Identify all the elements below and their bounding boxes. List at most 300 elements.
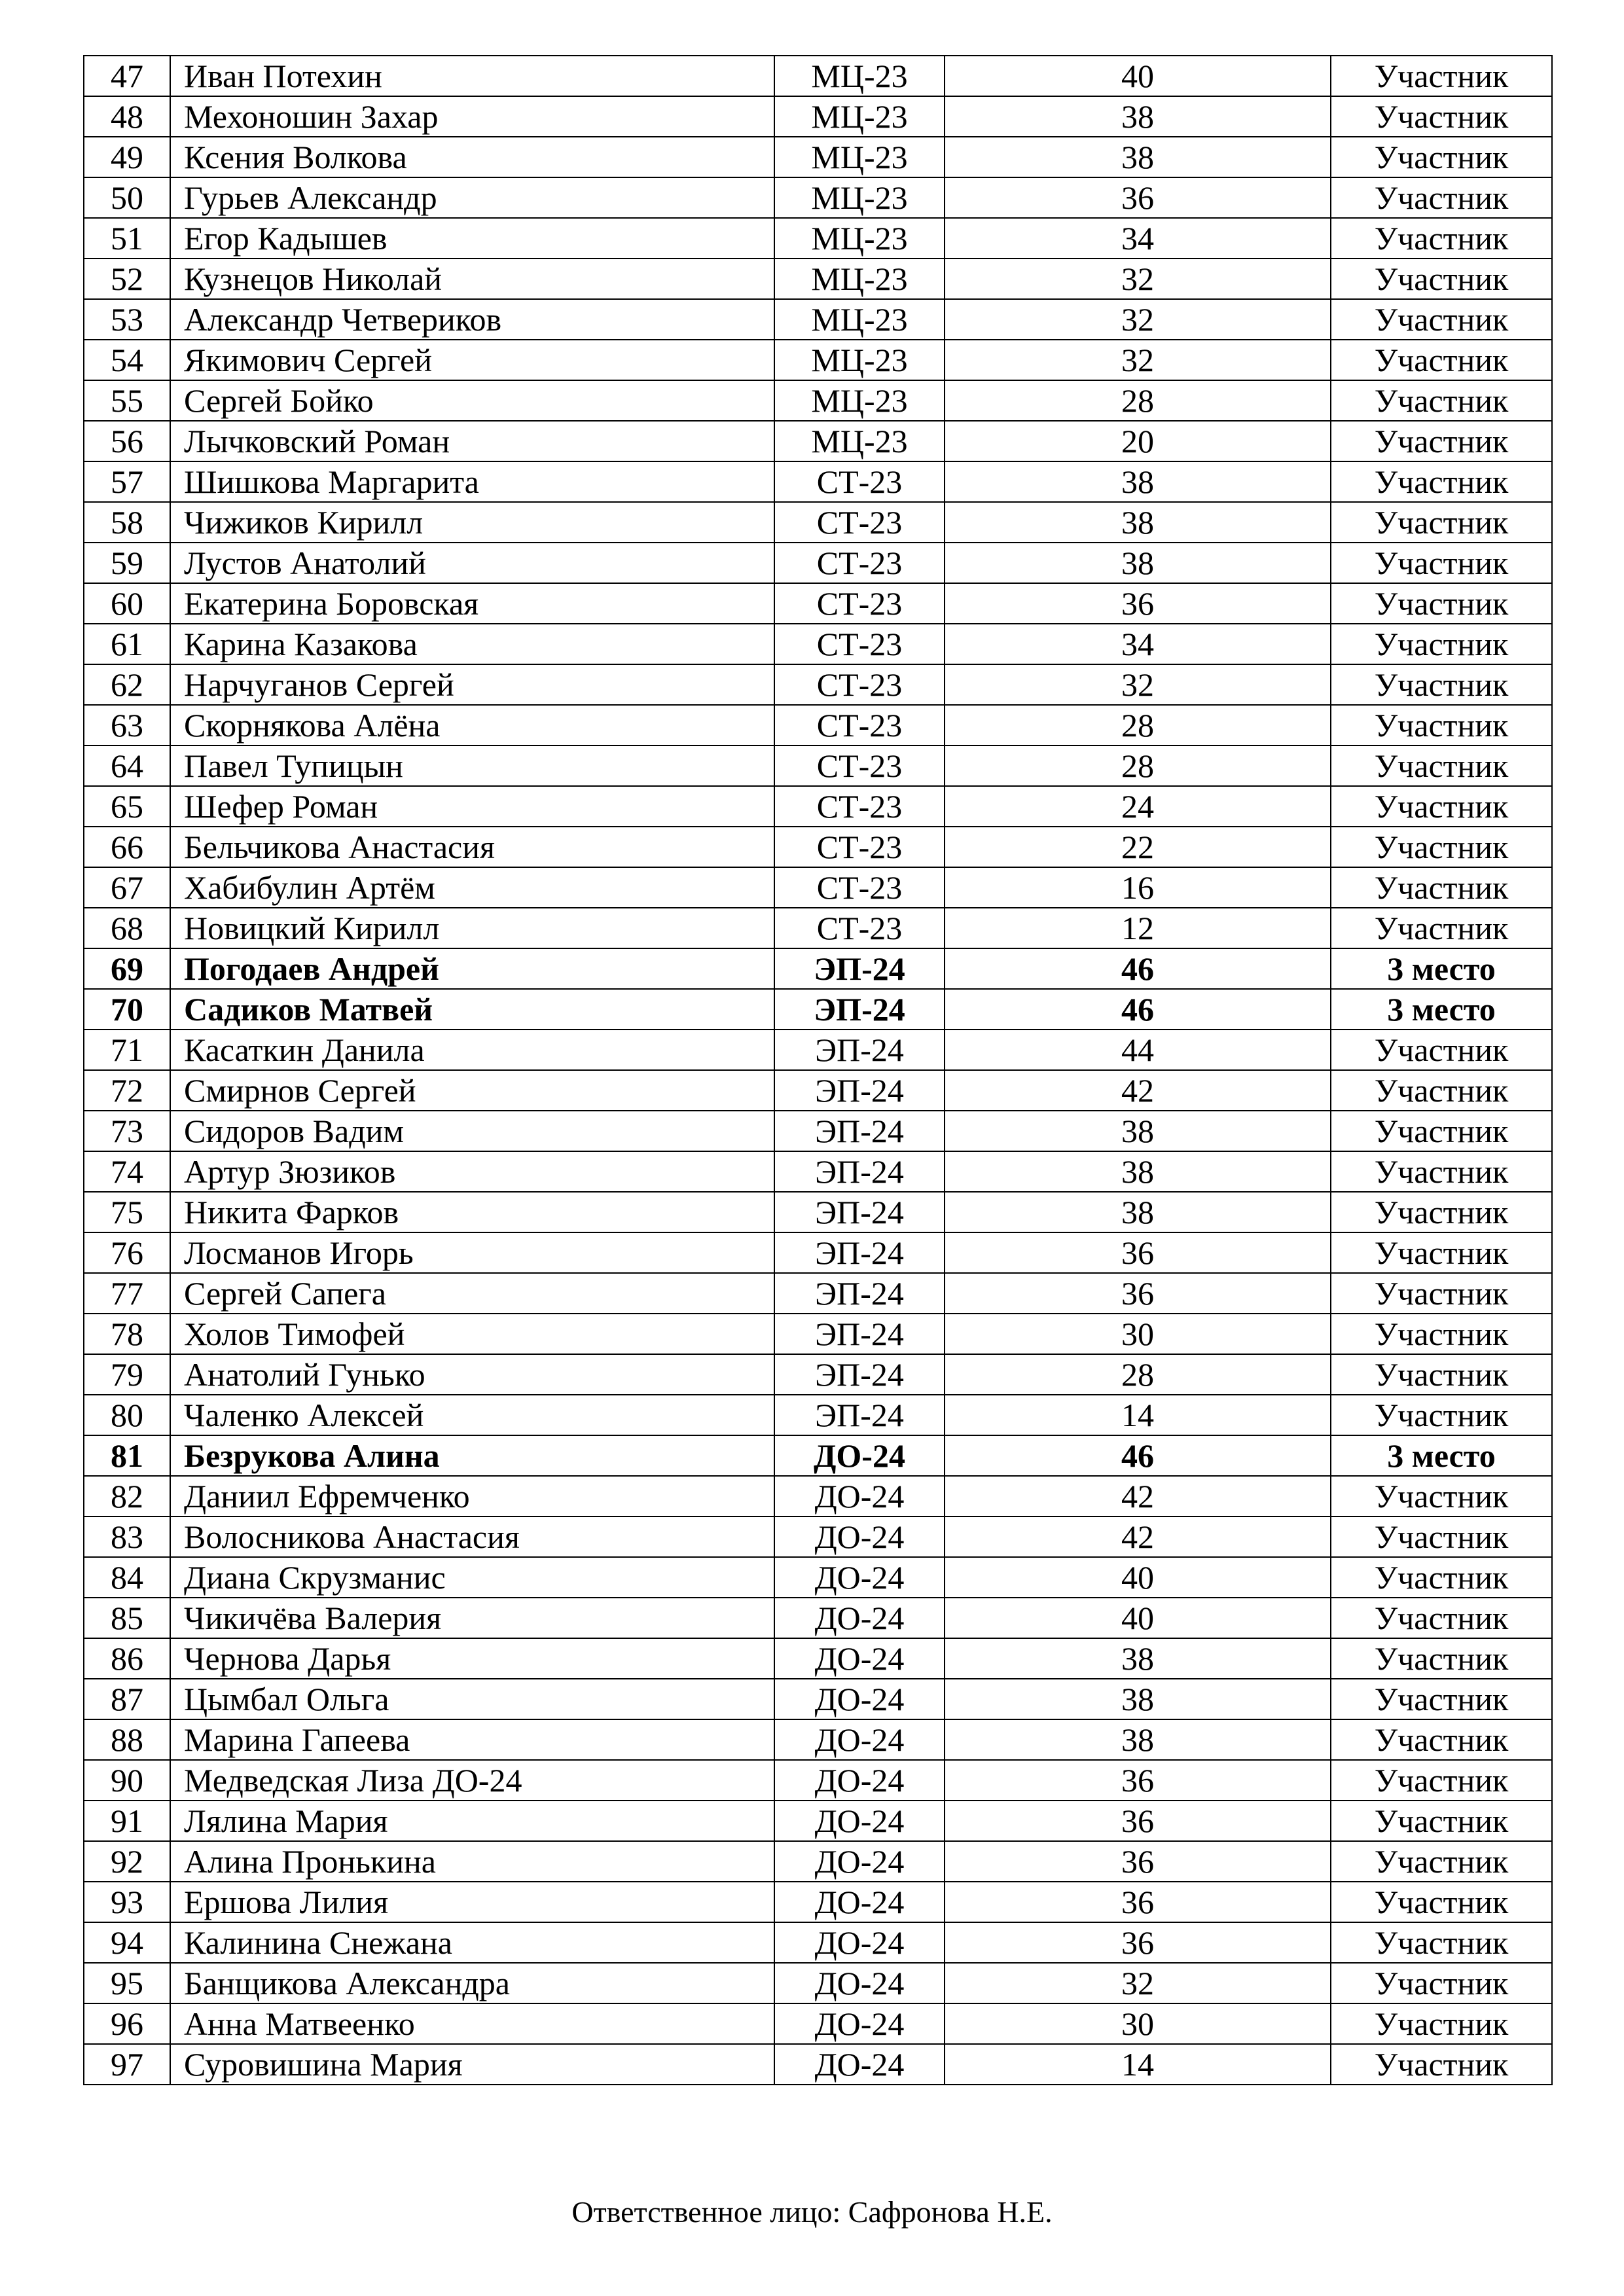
participant-name-cell: Лустов Анатолий: [170, 543, 774, 583]
score-cell: 46: [945, 989, 1331, 1030]
result-status-cell: 3 место: [1331, 948, 1552, 989]
row-number-cell: 85: [84, 1598, 170, 1638]
row-number-cell: 75: [84, 1192, 170, 1232]
table-row: [84, 1030, 1552, 1070]
result-status-cell: Участник: [1331, 1963, 1552, 2003]
row-number-cell: 74: [84, 1151, 170, 1192]
result-status-cell: Участник: [1331, 827, 1552, 867]
table-row: [84, 1557, 1552, 1598]
participant-name-cell: Медведская Лиза ДО-24: [170, 1760, 774, 1801]
row-number-cell: 86: [84, 1638, 170, 1679]
row-number-cell: 78: [84, 1314, 170, 1354]
score-cell: 38: [945, 1192, 1331, 1232]
result-status-cell: Участник: [1331, 543, 1552, 583]
score-cell: 42: [945, 1070, 1331, 1111]
row-number-cell: 90: [84, 1760, 170, 1801]
table-row: [84, 948, 1552, 989]
row-number-cell: 95: [84, 1963, 170, 2003]
table-row: [84, 1435, 1552, 1476]
score-cell: 28: [945, 745, 1331, 786]
score-cell: 38: [945, 137, 1331, 177]
result-status-cell: Участник: [1331, 1354, 1552, 1395]
table-row: [84, 1679, 1552, 1719]
table-row: [84, 1232, 1552, 1273]
result-status-cell: Участник: [1331, 1273, 1552, 1314]
responsible-person-note: Ответственное лицо: Сафронова Н.Е.: [571, 2195, 1053, 2229]
row-number-cell: 83: [84, 1516, 170, 1557]
row-number-cell: 93: [84, 1882, 170, 1922]
result-status-cell: Участник: [1331, 1841, 1552, 1882]
group-cell: ДО-24: [774, 1882, 945, 1922]
result-status-cell: Участник: [1331, 1922, 1552, 1963]
participant-name-cell: Цымбал Ольга: [170, 1679, 774, 1719]
participant-name-cell: Чернова Дарья: [170, 1638, 774, 1679]
participant-name-cell: Чаленко Алексей: [170, 1395, 774, 1435]
score-cell: 38: [945, 502, 1331, 543]
result-status-cell: Участник: [1331, 380, 1552, 421]
score-cell: 16: [945, 867, 1331, 908]
result-status-cell: Участник: [1331, 2003, 1552, 2044]
row-number-cell: 56: [84, 421, 170, 461]
score-cell: 36: [945, 1882, 1331, 1922]
table-row: [84, 259, 1552, 299]
participant-name-cell: Шишкова Маргарита: [170, 461, 774, 502]
table-row: [84, 177, 1552, 218]
result-status-cell: Участник: [1331, 1638, 1552, 1679]
score-cell: 38: [945, 96, 1331, 137]
score-cell: 44: [945, 1030, 1331, 1070]
result-status-cell: Участник: [1331, 1192, 1552, 1232]
result-status-cell: Участник: [1331, 1232, 1552, 1273]
result-status-cell: Участник: [1331, 1557, 1552, 1598]
row-number-cell: 92: [84, 1841, 170, 1882]
row-number-cell: 48: [84, 96, 170, 137]
group-cell: ЭП-24: [774, 1232, 945, 1273]
table-row: [84, 1922, 1552, 1963]
table-row: [84, 664, 1552, 705]
participant-name-cell: Чижиков Кирилл: [170, 502, 774, 543]
score-cell: 20: [945, 421, 1331, 461]
score-cell: 32: [945, 259, 1331, 299]
table-row: [84, 1476, 1552, 1516]
row-number-cell: 82: [84, 1476, 170, 1516]
row-number-cell: 76: [84, 1232, 170, 1273]
participant-name-cell: Иван Потехин: [170, 56, 774, 96]
row-number-cell: 51: [84, 218, 170, 259]
group-cell: МЦ-23: [774, 56, 945, 96]
table-row: [84, 461, 1552, 502]
table-row: [84, 299, 1552, 340]
group-cell: ДО-24: [774, 1963, 945, 2003]
table-row: [84, 137, 1552, 177]
group-cell: МЦ-23: [774, 218, 945, 259]
participant-name-cell: Диана Скрузманис: [170, 1557, 774, 1598]
table-row: [84, 1070, 1552, 1111]
table-row: [84, 380, 1552, 421]
score-cell: 30: [945, 2003, 1331, 2044]
result-status-cell: 3 место: [1331, 1435, 1552, 1476]
participant-name-cell: Новицкий Кирилл: [170, 908, 774, 948]
group-cell: ДО-24: [774, 1760, 945, 1801]
participant-name-cell: Погодаев Андрей: [170, 948, 774, 989]
participant-name-cell: Даниил Ефремченко: [170, 1476, 774, 1516]
group-cell: ЭП-24: [774, 1070, 945, 1111]
result-status-cell: Участник: [1331, 218, 1552, 259]
participant-name-cell: Павел Тупицын: [170, 745, 774, 786]
score-cell: 12: [945, 908, 1331, 948]
score-cell: 22: [945, 827, 1331, 867]
group-cell: СТ-23: [774, 624, 945, 664]
result-status-cell: Участник: [1331, 908, 1552, 948]
score-cell: 30: [945, 1314, 1331, 1354]
group-cell: СТ-23: [774, 705, 945, 745]
participant-name-cell: Суровишина Мария: [170, 2044, 774, 2085]
row-number-cell: 49: [84, 137, 170, 177]
group-cell: ДО-24: [774, 1679, 945, 1719]
score-cell: 40: [945, 1557, 1331, 1598]
group-cell: ДО-24: [774, 2003, 945, 2044]
row-number-cell: 69: [84, 948, 170, 989]
row-number-cell: 57: [84, 461, 170, 502]
table-row: [84, 867, 1552, 908]
participant-name-cell: Екатерина Боровская: [170, 583, 774, 624]
result-status-cell: Участник: [1331, 786, 1552, 827]
score-cell: 42: [945, 1516, 1331, 1557]
score-cell: 40: [945, 56, 1331, 96]
score-cell: 46: [945, 1435, 1331, 1476]
row-number-cell: 53: [84, 299, 170, 340]
table-row: [84, 2003, 1552, 2044]
result-status-cell: Участник: [1331, 1111, 1552, 1151]
participant-name-cell: Артур Зюзиков: [170, 1151, 774, 1192]
score-cell: 36: [945, 1922, 1331, 1963]
result-status-cell: Участник: [1331, 867, 1552, 908]
row-number-cell: 50: [84, 177, 170, 218]
result-status-cell: Участник: [1331, 1395, 1552, 1435]
result-status-cell: Участник: [1331, 1151, 1552, 1192]
score-cell: 34: [945, 624, 1331, 664]
group-cell: ДО-24: [774, 1638, 945, 1679]
row-number-cell: 70: [84, 989, 170, 1030]
participant-name-cell: Шефер Роман: [170, 786, 774, 827]
table-row: [84, 908, 1552, 948]
table-row: [84, 1963, 1552, 2003]
result-status-cell: Участник: [1331, 299, 1552, 340]
table-row: [84, 1354, 1552, 1395]
group-cell: МЦ-23: [774, 421, 945, 461]
row-number-cell: 64: [84, 745, 170, 786]
group-cell: ЭП-24: [774, 1354, 945, 1395]
group-cell: СТ-23: [774, 827, 945, 867]
score-cell: 14: [945, 2044, 1331, 2085]
group-cell: ЭП-24: [774, 1192, 945, 1232]
score-cell: 38: [945, 1638, 1331, 1679]
score-cell: 14: [945, 1395, 1331, 1435]
participant-name-cell: Никита Фарков: [170, 1192, 774, 1232]
participant-name-cell: Смирнов Сергей: [170, 1070, 774, 1111]
score-cell: 28: [945, 1354, 1331, 1395]
row-number-cell: 47: [84, 56, 170, 96]
participant-name-cell: Ершова Лилия: [170, 1882, 774, 1922]
table-row: [84, 1395, 1552, 1435]
group-cell: МЦ-23: [774, 340, 945, 380]
table-row: [84, 1719, 1552, 1760]
score-cell: 38: [945, 1151, 1331, 1192]
row-number-cell: 81: [84, 1435, 170, 1476]
score-cell: 36: [945, 1273, 1331, 1314]
result-status-cell: Участник: [1331, 137, 1552, 177]
participant-name-cell: Бельчикова Анастасия: [170, 827, 774, 867]
participant-name-cell: Лялина Мария: [170, 1801, 774, 1841]
table-row: [84, 1314, 1552, 1354]
participant-name-cell: Лычковский Роман: [170, 421, 774, 461]
group-cell: ЭП-24: [774, 989, 945, 1030]
table-row: [84, 1516, 1552, 1557]
result-status-cell: Участник: [1331, 1679, 1552, 1719]
group-cell: СТ-23: [774, 908, 945, 948]
result-status-cell: Участник: [1331, 624, 1552, 664]
row-number-cell: 58: [84, 502, 170, 543]
result-status-cell: Участник: [1331, 340, 1552, 380]
participant-name-cell: Сергей Бойко: [170, 380, 774, 421]
table-row: [84, 745, 1552, 786]
participant-name-cell: Безрукова Алина: [170, 1435, 774, 1476]
group-cell: ЭП-24: [774, 948, 945, 989]
result-status-cell: Участник: [1331, 705, 1552, 745]
group-cell: ДО-24: [774, 1557, 945, 1598]
participant-name-cell: Калинина Снежана: [170, 1922, 774, 1963]
result-status-cell: Участник: [1331, 1719, 1552, 1760]
table-row: [84, 1638, 1552, 1679]
score-cell: 42: [945, 1476, 1331, 1516]
table-row: [84, 2044, 1552, 2085]
group-cell: ДО-24: [774, 1841, 945, 1882]
group-cell: ЭП-24: [774, 1273, 945, 1314]
group-cell: МЦ-23: [774, 380, 945, 421]
row-number-cell: 88: [84, 1719, 170, 1760]
score-cell: 36: [945, 1760, 1331, 1801]
score-cell: 24: [945, 786, 1331, 827]
score-cell: 36: [945, 583, 1331, 624]
row-number-cell: 66: [84, 827, 170, 867]
group-cell: ДО-24: [774, 1598, 945, 1638]
result-status-cell: Участник: [1331, 745, 1552, 786]
table-row: [84, 1192, 1552, 1232]
group-cell: ДО-24: [774, 1922, 945, 1963]
result-status-cell: Участник: [1331, 1476, 1552, 1516]
group-cell: МЦ-23: [774, 177, 945, 218]
table-row: [84, 421, 1552, 461]
result-status-cell: Участник: [1331, 1801, 1552, 1841]
row-number-cell: 77: [84, 1273, 170, 1314]
table-row: [84, 1273, 1552, 1314]
results-table: [83, 55, 1553, 2085]
row-number-cell: 54: [84, 340, 170, 380]
score-cell: 36: [945, 1841, 1331, 1882]
group-cell: ДО-24: [774, 1719, 945, 1760]
group-cell: ЭП-24: [774, 1314, 945, 1354]
row-number-cell: 94: [84, 1922, 170, 1963]
row-number-cell: 63: [84, 705, 170, 745]
score-cell: 32: [945, 664, 1331, 705]
score-cell: 32: [945, 299, 1331, 340]
row-number-cell: 67: [84, 867, 170, 908]
table-row: [84, 218, 1552, 259]
group-cell: СТ-23: [774, 583, 945, 624]
score-cell: 36: [945, 177, 1331, 218]
score-cell: 38: [945, 543, 1331, 583]
group-cell: ДО-24: [774, 2044, 945, 2085]
participant-name-cell: Алина Пронькина: [170, 1841, 774, 1882]
row-number-cell: 52: [84, 259, 170, 299]
group-cell: ЭП-24: [774, 1111, 945, 1151]
participant-name-cell: Сидоров Вадим: [170, 1111, 774, 1151]
participant-name-cell: Гурьев Александр: [170, 177, 774, 218]
score-cell: 38: [945, 1679, 1331, 1719]
result-status-cell: Участник: [1331, 1598, 1552, 1638]
participant-name-cell: Якимович Сергей: [170, 340, 774, 380]
table-row: [84, 340, 1552, 380]
group-cell: СТ-23: [774, 502, 945, 543]
result-status-cell: Участник: [1331, 1314, 1552, 1354]
table-row: [84, 1801, 1552, 1841]
participant-name-cell: Мехоношин Захар: [170, 96, 774, 137]
score-cell: 40: [945, 1598, 1331, 1638]
result-status-cell: Участник: [1331, 1516, 1552, 1557]
group-cell: ДО-24: [774, 1435, 945, 1476]
participant-name-cell: Анна Матвеенко: [170, 2003, 774, 2044]
score-cell: 28: [945, 705, 1331, 745]
result-status-cell: Участник: [1331, 56, 1552, 96]
score-cell: 36: [945, 1232, 1331, 1273]
row-number-cell: 72: [84, 1070, 170, 1111]
result-status-cell: Участник: [1331, 1882, 1552, 1922]
score-cell: 46: [945, 948, 1331, 989]
score-cell: 36: [945, 1801, 1331, 1841]
participant-name-cell: Скорнякова Алёна: [170, 705, 774, 745]
table-row: [84, 1882, 1552, 1922]
group-cell: СТ-23: [774, 867, 945, 908]
participant-name-cell: Кузнецов Николай: [170, 259, 774, 299]
table-row: [84, 1760, 1552, 1801]
result-status-cell: Участник: [1331, 1030, 1552, 1070]
table-row: [84, 96, 1552, 137]
participant-name-cell: Сергей Сапега: [170, 1273, 774, 1314]
result-status-cell: Участник: [1331, 664, 1552, 705]
row-number-cell: 65: [84, 786, 170, 827]
group-cell: ДО-24: [774, 1516, 945, 1557]
participant-name-cell: Александр Четвериков: [170, 299, 774, 340]
participant-name-cell: Егор Кадышев: [170, 218, 774, 259]
table-row: [84, 56, 1552, 96]
results-table-body: [84, 56, 1552, 2085]
row-number-cell: 96: [84, 2003, 170, 2044]
participant-name-cell: Анатолий Гунько: [170, 1354, 774, 1395]
result-status-cell: Участник: [1331, 461, 1552, 502]
group-cell: СТ-23: [774, 461, 945, 502]
participant-name-cell: Волосникова Анастасия: [170, 1516, 774, 1557]
result-status-cell: Участник: [1331, 2044, 1552, 2085]
table-row: [84, 583, 1552, 624]
participant-name-cell: Холов Тимофей: [170, 1314, 774, 1354]
group-cell: МЦ-23: [774, 96, 945, 137]
table-row: [84, 705, 1552, 745]
score-cell: 32: [945, 1963, 1331, 2003]
result-status-cell: 3 место: [1331, 989, 1552, 1030]
group-cell: ЭП-24: [774, 1030, 945, 1070]
participant-name-cell: Ксения Волкова: [170, 137, 774, 177]
participant-name-cell: Хабибулин Артём: [170, 867, 774, 908]
score-cell: 38: [945, 1111, 1331, 1151]
group-cell: ДО-24: [774, 1476, 945, 1516]
score-cell: 28: [945, 380, 1331, 421]
participant-name-cell: Лосманов Игорь: [170, 1232, 774, 1273]
participant-name-cell: Чикичёва Валерия: [170, 1598, 774, 1638]
row-number-cell: 73: [84, 1111, 170, 1151]
row-number-cell: 87: [84, 1679, 170, 1719]
row-number-cell: 91: [84, 1801, 170, 1841]
table-row: [84, 1151, 1552, 1192]
result-status-cell: Участник: [1331, 421, 1552, 461]
table-row: [84, 1841, 1552, 1882]
group-cell: МЦ-23: [774, 259, 945, 299]
group-cell: МЦ-23: [774, 137, 945, 177]
result-status-cell: Участник: [1331, 96, 1552, 137]
group-cell: ДО-24: [774, 1801, 945, 1841]
participant-name-cell: Нарчуганов Сергей: [170, 664, 774, 705]
row-number-cell: 55: [84, 380, 170, 421]
table-row: [84, 1111, 1552, 1151]
participant-name-cell: Банщикова Александра: [170, 1963, 774, 2003]
table-row: [84, 1598, 1552, 1638]
table-row: [84, 543, 1552, 583]
result-status-cell: Участник: [1331, 259, 1552, 299]
result-status-cell: Участник: [1331, 177, 1552, 218]
table-row: [84, 786, 1552, 827]
participant-name-cell: Касаткин Данила: [170, 1030, 774, 1070]
row-number-cell: 61: [84, 624, 170, 664]
group-cell: ЭП-24: [774, 1151, 945, 1192]
row-number-cell: 60: [84, 583, 170, 624]
row-number-cell: 79: [84, 1354, 170, 1395]
score-cell: 32: [945, 340, 1331, 380]
result-status-cell: Участник: [1331, 1070, 1552, 1111]
row-number-cell: 71: [84, 1030, 170, 1070]
table-row: [84, 502, 1552, 543]
row-number-cell: 59: [84, 543, 170, 583]
participant-name-cell: Садиков Матвей: [170, 989, 774, 1030]
participant-name-cell: Карина Казакова: [170, 624, 774, 664]
result-status-cell: Участник: [1331, 1760, 1552, 1801]
table-row: [84, 827, 1552, 867]
group-cell: СТ-23: [774, 745, 945, 786]
participant-name-cell: Марина Гапеева: [170, 1719, 774, 1760]
score-cell: 38: [945, 1719, 1331, 1760]
row-number-cell: 68: [84, 908, 170, 948]
result-status-cell: Участник: [1331, 583, 1552, 624]
group-cell: СТ-23: [774, 664, 945, 705]
table-row: [84, 989, 1552, 1030]
group-cell: СТ-23: [774, 543, 945, 583]
result-status-cell: Участник: [1331, 502, 1552, 543]
score-cell: 38: [945, 461, 1331, 502]
row-number-cell: 84: [84, 1557, 170, 1598]
row-number-cell: 62: [84, 664, 170, 705]
group-cell: МЦ-23: [774, 299, 945, 340]
score-cell: 34: [945, 218, 1331, 259]
table-row: [84, 624, 1552, 664]
group-cell: СТ-23: [774, 786, 945, 827]
